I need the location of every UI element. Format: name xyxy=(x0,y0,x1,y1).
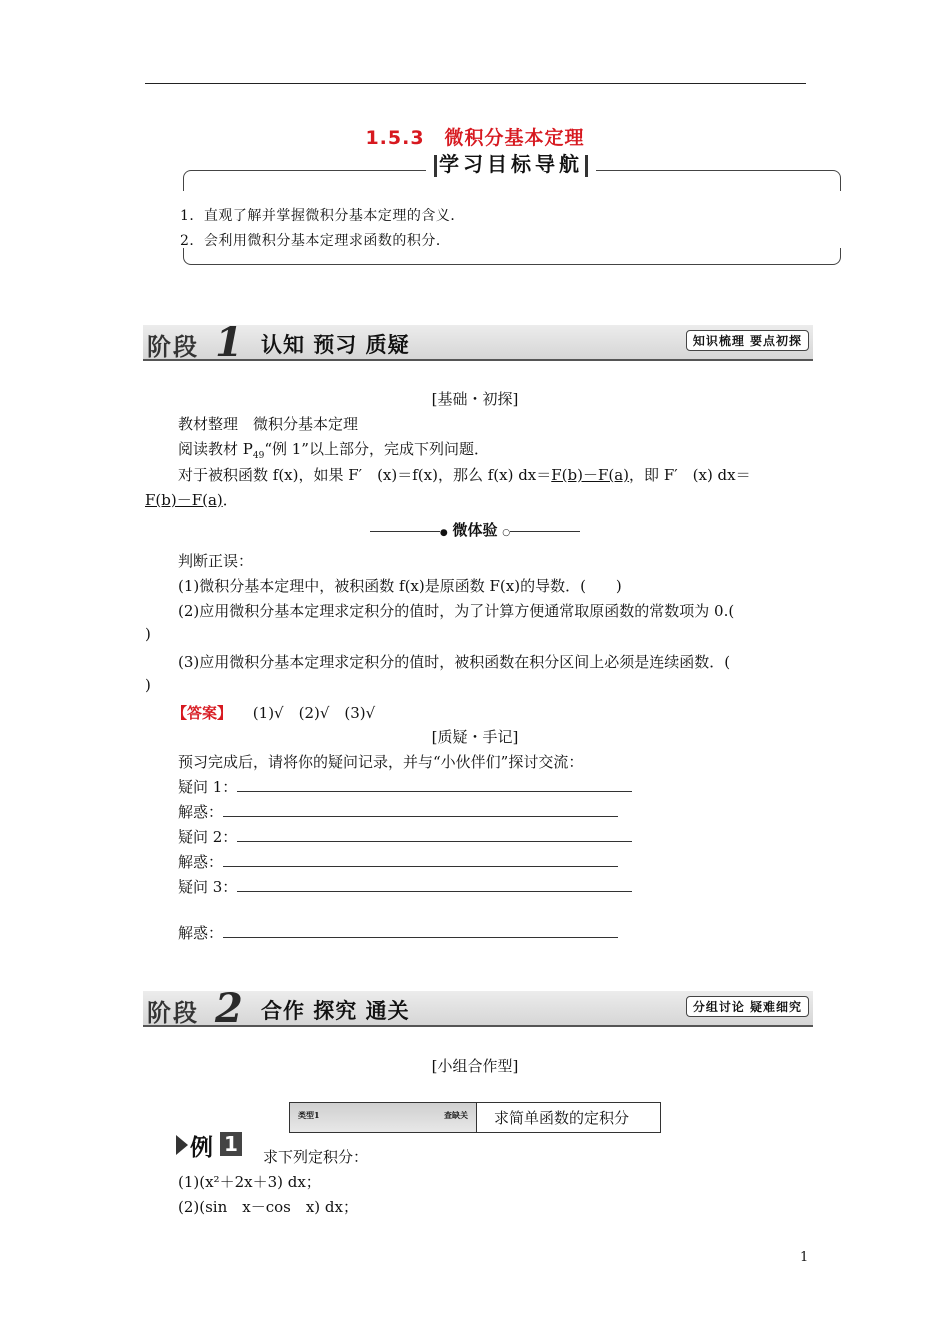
note-blank[interactable] xyxy=(237,827,632,842)
micro-heading-text: 微体验 xyxy=(452,521,498,539)
theorem-blank-answer: F(b)－F(a) xyxy=(145,491,223,509)
basics-line-text: “例 1”以上部分，完成下列问题． xyxy=(264,440,489,458)
stage-tag: 分组讨论 疑难细究 xyxy=(686,996,809,1017)
micro-intro: 判断正误： xyxy=(178,552,254,570)
problem-type-box xyxy=(289,1102,661,1133)
stage-label: 阶段 xyxy=(147,999,199,1027)
bullet-icon: ● xyxy=(439,528,448,538)
example-number: 1 xyxy=(220,1132,242,1156)
note-row xyxy=(178,801,618,822)
group-heading: [小组合作型] xyxy=(431,1057,519,1075)
theorem-text: 对于被积函数 f(x)，如果 F′ (x)＝f(x)，那么 f(x) dx＝ xyxy=(178,466,552,484)
note-blank[interactable] xyxy=(223,923,618,938)
judge-question: (1)微积分基本定理中，被积函数 f(x)是原函数 F(x)的导数．( ) xyxy=(178,577,622,595)
note-blank[interactable] xyxy=(223,852,618,867)
answer-line xyxy=(172,702,375,723)
judge-question: (3)应用微积分基本定理求定积分的值时，被积函数在积分区间上必须是连续函数．( xyxy=(178,653,731,671)
stage-number: 2 xyxy=(215,985,243,1032)
goals-bracket-bottom xyxy=(183,248,841,265)
note-row xyxy=(178,851,618,872)
note-blank[interactable] xyxy=(237,777,632,792)
theorem-blank-answer: F(b)－F(a) xyxy=(551,466,630,484)
note-label: 解惑： xyxy=(178,803,224,821)
arrow-icon xyxy=(176,1135,188,1155)
note-label: 解惑： xyxy=(178,924,224,942)
note-row xyxy=(178,776,632,797)
type-small-tag: 查缺关 xyxy=(444,1110,468,1120)
stage-tag: 知识梳理 要点初探 xyxy=(686,330,809,351)
goals-heading xyxy=(183,148,839,177)
note-row xyxy=(178,876,632,897)
type-title: 求简单函数的定积分 xyxy=(494,1109,630,1127)
goal-item: 1．直观了解并掌握微积分基本定理的含义． xyxy=(180,208,465,224)
answer-text: (1)√ (2)√ (3)√ xyxy=(252,704,376,722)
example-item: (2)(sin x－cos x) dx； xyxy=(178,1198,358,1216)
notes-heading: [质疑・手记] xyxy=(431,728,519,746)
divider xyxy=(510,531,580,532)
basics-line: 教材整理 微积分基本定理 xyxy=(178,415,359,433)
stage-2-banner xyxy=(143,985,813,1032)
note-label: 疑问 3： xyxy=(178,878,238,896)
theorem-text: ，即 F′ (x) dx＝ xyxy=(629,466,751,484)
page-ref: 49 xyxy=(252,451,265,461)
notes-intro: 预习完成后，请将你的疑问记录，并与“小伙伴们”探讨交流： xyxy=(178,753,584,771)
note-blank[interactable] xyxy=(223,802,618,817)
stage-number: 1 xyxy=(215,319,243,366)
type-label-bar xyxy=(290,1103,477,1132)
page-number: 1 xyxy=(800,1250,809,1265)
example-label: 例 xyxy=(190,1135,213,1161)
note-row xyxy=(178,826,632,847)
top-rule xyxy=(145,83,806,84)
note-label: 解惑： xyxy=(178,853,224,871)
theorem-line xyxy=(178,464,751,485)
goal-item: 2．会利用微积分基本定理求函数的积分． xyxy=(180,233,451,249)
bullet-icon: ○ xyxy=(502,528,511,538)
judge-question: (2)应用微积分基本定理求定积分的值时，为了计算方便通常取原函数的常数项为 0.( xyxy=(178,602,735,620)
judge-question: ) xyxy=(145,625,151,643)
example-item: (1)(x²＋2x＋3) dx； xyxy=(178,1173,321,1191)
note-label: 疑问 2： xyxy=(178,828,238,846)
goals-heading-text: 学习目标导航 xyxy=(439,152,583,176)
type-label: 类型1 xyxy=(298,1110,320,1120)
micro-heading xyxy=(0,519,950,540)
note-blank[interactable] xyxy=(237,877,632,892)
stage-name: 合作 探究 通关 xyxy=(261,999,410,1023)
theorem-line xyxy=(145,489,238,510)
basics-line-text: 阅读教材 P xyxy=(178,440,253,458)
note-label: 疑问 1： xyxy=(178,778,238,796)
basics-line xyxy=(178,438,489,461)
stage-name: 认知 预习 质疑 xyxy=(261,333,410,357)
answer-label: 【答案】 xyxy=(172,704,233,722)
judge-question: ) xyxy=(145,676,151,694)
note-row xyxy=(178,922,618,943)
section-title: 1.5.3 微积分基本定理 xyxy=(365,127,585,149)
theorem-text: ． xyxy=(222,491,238,509)
divider xyxy=(370,531,440,532)
basics-heading: [基础・初探] xyxy=(431,390,519,408)
example-prompt: 求下列定积分： xyxy=(263,1148,369,1166)
stage-1-banner xyxy=(143,319,813,366)
stage-label: 阶段 xyxy=(147,333,199,361)
